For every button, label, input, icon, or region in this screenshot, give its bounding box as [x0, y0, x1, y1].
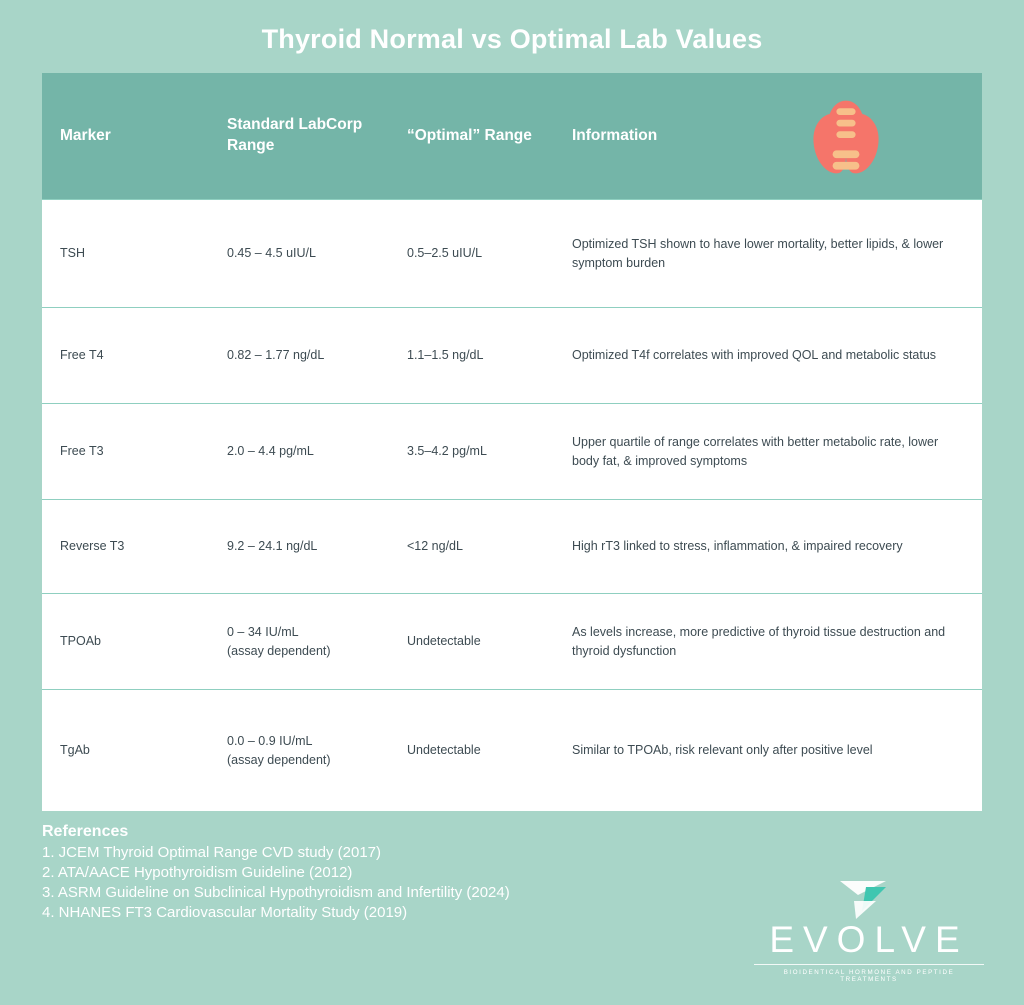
row-optimal-range: 3.5–4.2 pg/mL — [407, 444, 487, 459]
evolve-wordmark: EVOLVE — [769, 919, 969, 960]
lab-values-table — [42, 73, 982, 811]
row-marker: TgAb — [60, 743, 90, 758]
row-standard-range-value: 0.0 – 0.9 IU/mL — [227, 733, 313, 748]
column-header-standard-range: Standard LabCorp Range — [227, 116, 363, 154]
row-standard-range — [227, 346, 407, 365]
row-marker: TPOAb — [60, 634, 101, 649]
table-row — [42, 689, 982, 811]
thyroid-gland-icon — [798, 91, 894, 183]
row-marker: Free T3 — [60, 444, 104, 459]
table-row — [42, 593, 982, 689]
table-row — [42, 199, 982, 307]
row-information: Similar to TPOAb, risk relevant only after positive level — [572, 743, 873, 758]
row-standard-range-value: 9.2 – 24.1 ng/dL — [227, 539, 318, 554]
row-standard-range — [227, 537, 407, 556]
row-information: Optimized TSH shown to have lower mortality, better lipids, & lower symptom burden — [572, 236, 944, 270]
row-standard-range-value: 0 – 34 IU/mL — [227, 624, 299, 639]
row-standard-range-note: (assay dependent) — [227, 752, 331, 767]
row-standard-range — [227, 244, 407, 263]
row-standard-range — [227, 442, 407, 461]
row-optimal-range: Undetectable — [407, 634, 481, 649]
row-optimal-range: 0.5–2.5 uIU/L — [407, 246, 483, 261]
row-standard-range-value: 0.82 – 1.77 ng/dL — [227, 348, 325, 363]
page-title: Thyroid Normal vs Optimal Lab Values — [261, 24, 763, 54]
evolve-tagline: BIOIDENTICAL HORMONE AND PEPTIDE TREATMENTS — [754, 964, 984, 983]
row-marker: TSH — [60, 246, 85, 261]
row-standard-range-note: (assay dependent) — [227, 643, 331, 658]
evolve-mark-icon — [836, 877, 892, 921]
column-header-information: Information — [572, 126, 658, 144]
row-optimal-range: <12 ng/dL — [407, 539, 463, 554]
reference-item: 2. ATA/AACE Hypothyroidism Guideline (2012) — [42, 863, 353, 881]
row-information: Optimized T4f correlates with improved QOL and metabolic status — [572, 348, 937, 363]
row-information: High rT3 linked to stress, inflammation, & impaired recovery — [572, 539, 903, 554]
table-row — [42, 403, 982, 499]
row-marker: Reverse T3 — [60, 539, 125, 554]
row-marker: Free T4 — [60, 348, 104, 363]
table-row — [42, 499, 982, 593]
reference-item: 4. NHANES FT3 Cardiovascular Mortality Study (2019) — [42, 903, 408, 921]
table-row — [42, 307, 982, 403]
reference-item: 1. JCEM Thyroid Optimal Range CVD study (2017) — [42, 844, 382, 861]
row-standard-range-value: 2.0 – 4.4 pg/mL — [227, 444, 314, 459]
row-standard-range-value: 0.45 – 4.5 uIU/L — [227, 246, 316, 261]
column-header-optimal-range: “Optimal” Range — [407, 126, 532, 144]
references-heading: References — [42, 823, 129, 840]
evolve-logo — [754, 921, 984, 983]
row-standard-range — [227, 623, 407, 661]
reference-item: 3. ASRM Guideline on Subclinical Hypothyroidism and Infertility (2024) — [42, 883, 510, 901]
row-optimal-range: 1.1–1.5 ng/dL — [407, 348, 484, 363]
table-header-row — [42, 73, 982, 199]
row-optimal-range: Undetectable — [407, 743, 481, 758]
column-header-marker: Marker — [60, 126, 111, 144]
row-standard-range — [227, 732, 407, 770]
row-information: As levels increase, more predictive of thyroid tissue destruction and thyroid dysfunction — [572, 624, 946, 658]
row-information: Upper quartile of range correlates with better metabolic rate, lower body fat, & improved symptoms — [572, 434, 939, 468]
